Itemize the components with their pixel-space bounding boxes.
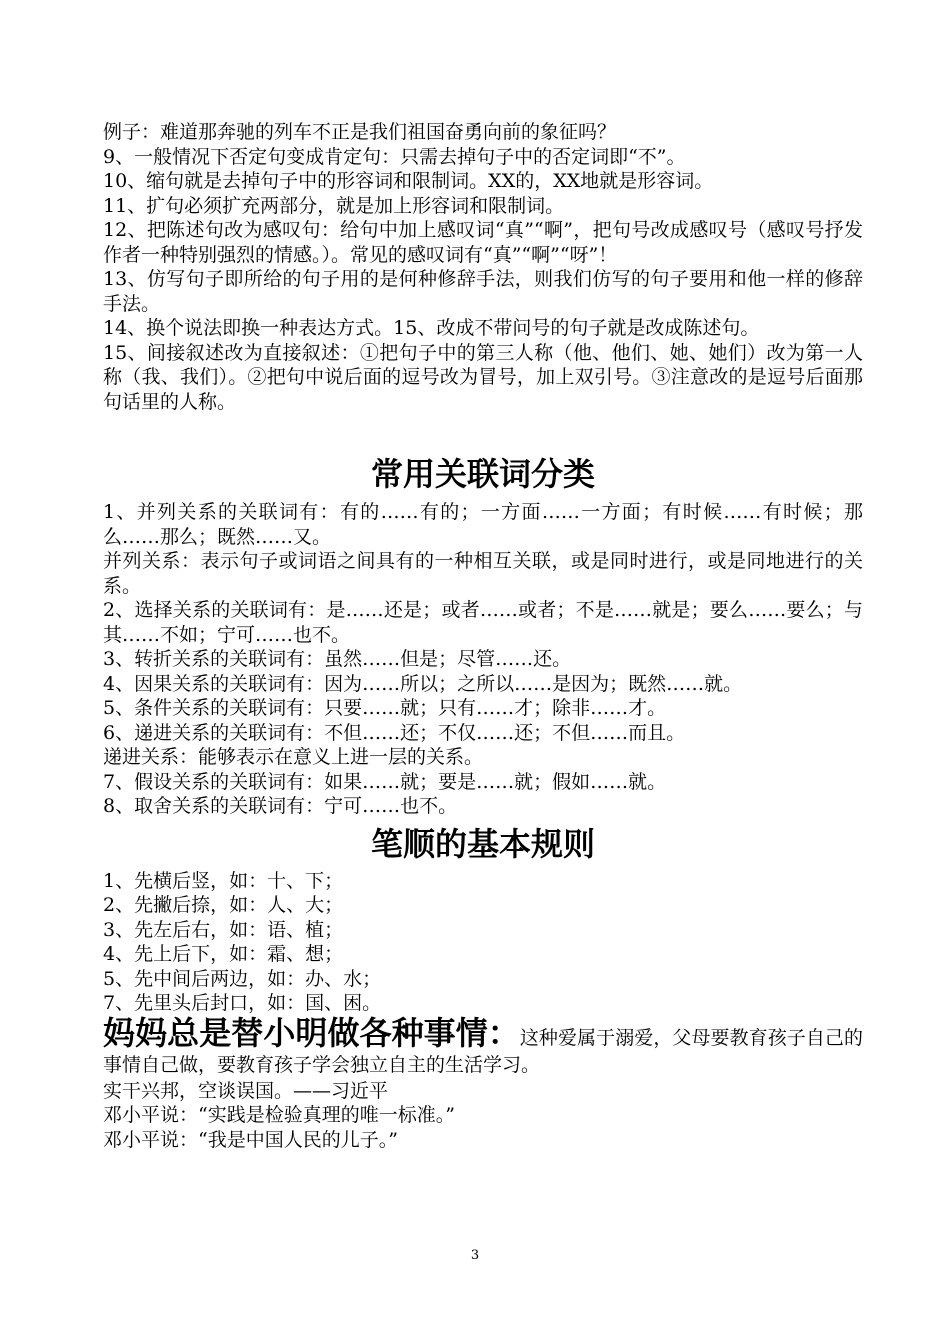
text-line: 1、并列关系的关联词有：有的……有的；一方面……一方面；有时候……有时候；那么……那么；既然……又。 (103, 501, 863, 548)
page-number: 3 (470, 1248, 480, 1263)
text-line: 7、先里头后封口，如：国、困。 (103, 992, 382, 1014)
text-line: 例子：难道那奔驰的列车不正是我们祖国奋勇向前的象征吗？ (103, 121, 617, 143)
text-line: 7、假设关系的关联词有：如果……就；要是……就；假如……就。 (103, 770, 667, 793)
text-line: 4、先上后下，如：霜、想； (103, 943, 344, 965)
page-content (103, 120, 863, 1152)
text-line: 10、缩句就是去掉句子中的形容词和限制词。XX的，XX地就是形容词。 (103, 170, 714, 192)
text-line: 9、一般情况下否定句变成肯定句：只需去掉句子中的否定词即“不”。 (103, 145, 686, 168)
text-line: 1、先横后竖，如：十、下； (103, 869, 344, 892)
text-line: 13、仿写句子即所给的句子用的是何种修辞手法，则我们仿写的句子要用和他一样的修辞手法。 (103, 268, 863, 315)
inline-heading: 妈妈总是替小明做各种事情： (103, 1013, 520, 1052)
text-line: 5、条件关系的关联词有：只要……就；只有……才；除非……才。 (103, 697, 667, 719)
text-line: 11、扩句必须扩充两部分，就是加上形容词和限制词。 (103, 194, 565, 217)
text-line: 3、先左后右，如：语、植； (103, 918, 344, 941)
text-line: 6、递进关系的关联词有：不但……还；不仅……还；不但……而且。 (103, 721, 686, 744)
text-line: 14、换个说法即换一种表达方式。15、改成不带问号的句子就是改成陈述句。 (103, 317, 760, 339)
text-line: 邓小平说：“实践是检验真理的唯一标准。” (103, 1104, 455, 1126)
text-line: 12、把陈述句改为感叹句：给句中加上感叹词“真”“啊”，把句号改成感叹号（感叹号抒发作者一种特别强烈的情感。）。常见的感叹词有“真”“啊”“呀”！ (103, 219, 863, 266)
text-line: 并列关系：表示句子或词语之间具有的一种相互关联，或是同时进行，或是同地进行的关系。 (103, 550, 863, 597)
text-line: 15、间接叙述改为直接叙述：①把句子中的第三人称（他、他们、她、她们）改为第一人称（我、我们）。②把句中说后面的逗号改为冒号，加上双引号。③注意改的是逗号后面那句话里的人称。 (103, 341, 863, 413)
text-line: 8、取舍关系的关联词有：宁可……也不。 (103, 795, 458, 817)
text-line: 2、选择关系的关联词有：是……还是；或者……或者；不是……就是；要么……要么；与其……不如；宁可……也不。 (103, 599, 863, 646)
section-title-stroke-order: 笔顺的基本规则 (370, 824, 595, 863)
section-title-conjunctions: 常用关联词分类 (370, 455, 595, 493)
text-line: 3、转折关系的关联词有：虽然……但是；尽管……还。 (103, 648, 572, 670)
paragraph-doting (103, 1013, 863, 1079)
text-line: 邓小平说：“我是中国人民的儿子。” (103, 1128, 398, 1151)
text-line: 4、因果关系的关联词有：因为……所以；之所以……是因为；既然……就。 (103, 672, 743, 695)
text-line: 5、先中间后两边，如：办、水； (103, 967, 382, 990)
inline-text: 这种爱属于溺爱，父母要教育孩子自己的事情自己做，要教育孩子学会独立自主的生活学习。 (103, 1026, 863, 1076)
text-line: 实干兴邦，空谈误国。——习近平 (103, 1079, 389, 1102)
text-line: 递进关系：能够表示在意义上进一层的关系。 (103, 746, 484, 768)
text-line: 2、先撇后捺，如：人、大； (103, 894, 344, 916)
